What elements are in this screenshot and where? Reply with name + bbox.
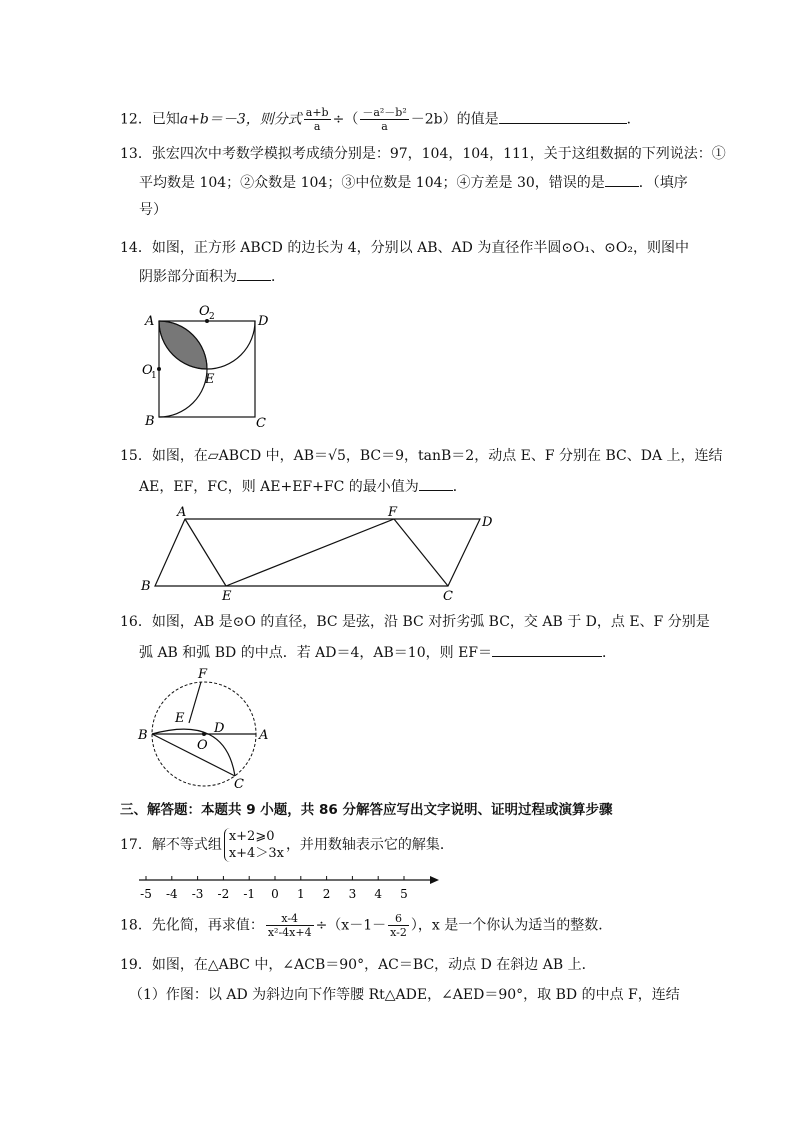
- number-line: [135, 870, 445, 904]
- label-c: C: [443, 589, 453, 602]
- label-e: E: [175, 711, 185, 726]
- answer-blank: [605, 172, 639, 187]
- label-e: E: [205, 372, 215, 387]
- tick-label: -2: [217, 887, 230, 901]
- tick-label: 3: [348, 887, 357, 901]
- question-number: 13．: [120, 146, 152, 162]
- chord-bc: [152, 734, 235, 776]
- label-b: B: [138, 728, 148, 743]
- question-13: 13．张宏四次中考数学模拟考成绩分别是：97，104，104，111，关于这组数据的下列说法：①: [120, 146, 726, 162]
- question-number: 12．: [120, 111, 152, 128]
- label-o2: O: [199, 304, 210, 319]
- fraction: $\frac{x-4}{\text{x²-4x+4}}$: [267, 912, 312, 939]
- tick-label: 1: [296, 887, 305, 901]
- question-number: 18．: [120, 917, 152, 934]
- tick-label: 4: [374, 887, 383, 901]
- label-a: A: [145, 314, 155, 329]
- shaded-region: [159, 321, 207, 369]
- segment-fc: [394, 519, 448, 586]
- fraction: $\frac{6}{x-2}$: [390, 912, 407, 939]
- question-16: 16．如图，AB 是⊙O 的直径，BC 是弦，沿 BC 对折劣弧 BC，交 AB 于 D，点 E、F 分别是: [120, 614, 710, 630]
- point-o: [202, 732, 206, 736]
- label-o1: O: [142, 363, 153, 378]
- label-o1-sub: 1: [151, 371, 157, 381]
- question-15: 15．如图，在▱ABCD 中，AB＝√5，BC＝9，tanB＝2，动点 E、F 分别在 BC、DA 上，连结: [120, 448, 723, 464]
- question-12: 12．已知a+b＝－3，则分式 $\frac{a+b}{a}$ ÷（ $\frac{\text{－a²－b²}}{a}$ －2b）的值是 ．: [120, 106, 641, 133]
- label-b: B: [145, 414, 155, 429]
- label-f: F: [388, 505, 398, 520]
- segment-ae: [185, 519, 226, 586]
- label-a: A: [259, 728, 269, 743]
- point-o1: [157, 367, 161, 371]
- inequality-system: x+2⩾0 x+4＞3x: [224, 828, 284, 862]
- label-o2-sub: 2: [209, 312, 215, 322]
- figure-square-semicircles: [138, 300, 278, 432]
- folded-arc: [152, 729, 235, 776]
- label-o: O: [197, 738, 208, 753]
- label-e: E: [222, 589, 232, 602]
- tick-label: -4: [165, 887, 178, 901]
- label-d: D: [482, 515, 493, 530]
- arrow-icon: [430, 876, 439, 884]
- figure-parallelogram: [135, 502, 505, 602]
- question-number: 17．: [120, 837, 152, 853]
- tick-label: 5: [400, 887, 408, 901]
- tick-label: -3: [191, 887, 204, 901]
- question-17: 17．解不等式组 x+2⩾0 x+4＞3x ，并用数轴表示它的解集．: [120, 829, 454, 861]
- tick-label: -5: [140, 887, 152, 901]
- answer-blank: [499, 109, 627, 124]
- answer-blank: [492, 642, 602, 657]
- tick-label: 2: [322, 887, 331, 901]
- answer-blank: [237, 266, 271, 281]
- parallelogram-abcd: [155, 519, 480, 586]
- question-number: 19．: [120, 957, 152, 973]
- label-b: B: [141, 579, 151, 594]
- question-number: 14．: [120, 240, 152, 256]
- fraction: $\frac{a+b}{a}$: [305, 106, 329, 133]
- question-19: 19．如图，在△ABC 中，∠ACB＝90°，AC＝BC，动点 D 在斜边 AB 上．: [120, 957, 596, 973]
- question-number: 15．: [120, 448, 152, 464]
- answer-blank: [419, 476, 453, 491]
- label-f: F: [198, 667, 208, 682]
- label-d: D: [258, 314, 269, 329]
- label-d: D: [214, 721, 225, 736]
- segment-ef: [189, 682, 201, 723]
- question-number: 16．: [120, 614, 152, 630]
- question-14: 14．如图，正方形 ABCD 的边长为 4，分别以 AB、AD 为直径作半圆⊙O₁、⊙O₂，则图中: [120, 240, 689, 256]
- label-a: A: [177, 505, 187, 520]
- label-c: C: [234, 777, 244, 792]
- figure-circle-fold: [135, 666, 275, 792]
- tick-label: -1: [243, 887, 256, 901]
- tick-label: 0: [271, 887, 279, 901]
- section-heading: 三、解答题：本题共 9 小题，共 86 分解答应写出文字说明、证明过程或演算步骤: [120, 802, 613, 818]
- segment-ef: [226, 519, 394, 586]
- question-18: 18．先化简，再求值： $\frac{x-4}{\text{x²-4x+4}}$ ÷（x－1－ $\frac{6}{x-2}$ ），x 是一个你认为适当的整数．: [120, 912, 613, 939]
- label-c: C: [256, 416, 266, 431]
- fraction: $\frac{\text{－a²－b²}}{a}$: [362, 106, 407, 133]
